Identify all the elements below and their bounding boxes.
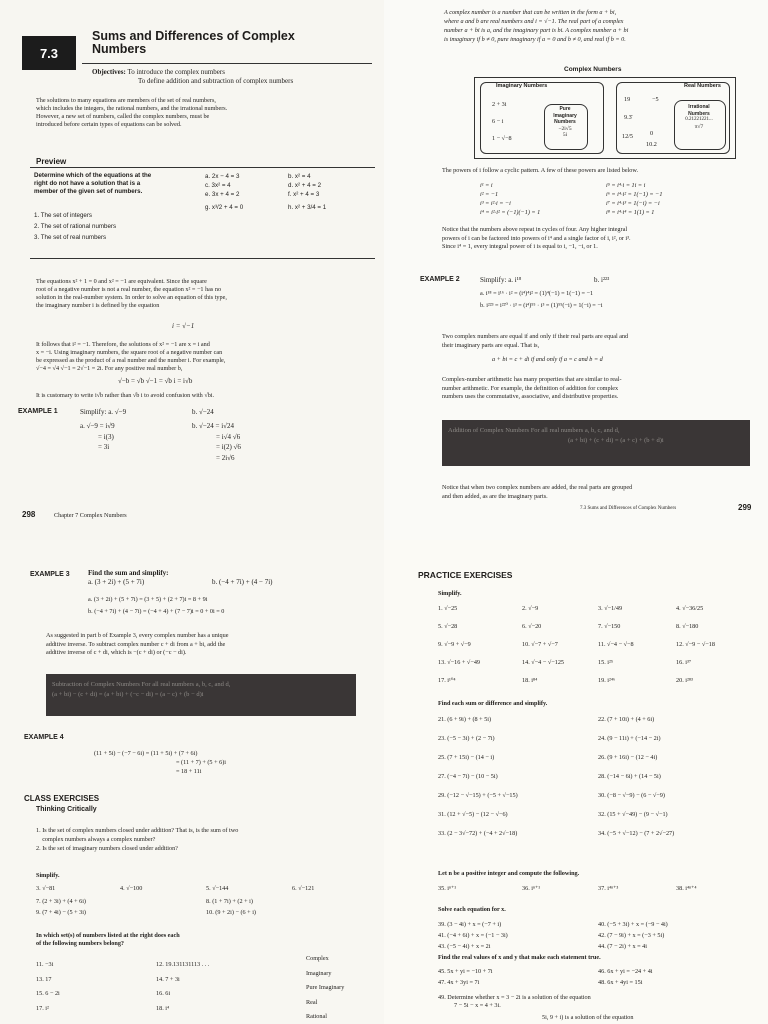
powers-intro: The powers of i follow a cyclic pattern. A few of these powers are listed below. bbox=[442, 167, 638, 174]
powers-left: i¹ = i i² = −1 i³ = i²·i = −i i⁴ = i²·i² = (−1)(−1) = 1 bbox=[480, 182, 541, 216]
venn-title: Complex Numbers bbox=[564, 66, 622, 73]
practice-ex-49: 49. Determine whether x = 3 − 2i is a solution of the equation bbox=[438, 994, 591, 1001]
simp-grid-item: 19. i²⁴⁶ bbox=[598, 677, 616, 684]
set-names-list: Complex Imaginary Pure Imaginary Real Rational bbox=[306, 955, 345, 1020]
venn-real-19: 19 bbox=[624, 96, 631, 103]
example-2-prompt: Simplify: a. i¹⁸ bbox=[480, 276, 522, 284]
practice-ex-36: 36. iⁿ⁺¹ bbox=[522, 885, 541, 892]
class-ex-5: 5. √−144 bbox=[206, 885, 229, 892]
title-rule bbox=[82, 63, 372, 64]
solve-grid-item: 42. (7 − 9i) + x = (−3 + 5i) bbox=[598, 932, 665, 939]
notice-paragraph: Notice that the numbers above repeat in cycles of four. Any higher integral powers of i can be factored into powers of i⁴ and a single factor of i, i², or i³. Since i⁴ = 1, every integral power of i is equal to i, −1, −i, or 1. bbox=[442, 226, 631, 250]
equality-paragraph: Two complex numbers are equal if and only if their real parts are equal and their imaginary parts are equal. That is, bbox=[442, 333, 629, 349]
body-paragraph-1: The equations x² + 1 = 0 and x² = −1 are equivalent. Since the square root of a negative number is not a real number, the equation x² = −1 has no solution in the real-number system. In order to solve an equation of this type, the imaginary number i is defined by the equation bbox=[36, 278, 227, 309]
preview-items: 1. The set of integers 2. The set of rational numbers 3. The set of real numbers bbox=[34, 212, 117, 241]
sumdiff-grid-item: 24. (9 − 11i) + (−14 − 2i) bbox=[598, 735, 661, 742]
practice-ex-49-line-2: 7 − 5i − x = 4 + 3i. bbox=[454, 1002, 501, 1009]
simp-grid-item: 3. √−1/49 bbox=[598, 605, 623, 612]
preview-heading: Preview bbox=[36, 157, 67, 166]
simp-grid-item: 11. √−4 − √−8 bbox=[598, 641, 634, 648]
body-paragraph-2: It follows that i² = −1. Therefore, the solutions of x² = −1 are x = i and x = −i. Using imaginary numbers, the square root of a negative number can be expressed as the product of a real number and the number i. For example, √−4 = √4 √−1 = 2√−1 = 2i. For any positive real number b, bbox=[36, 341, 226, 372]
sumdiff-grid-item: 26. (9 + 16i) − (12 − 4i) bbox=[598, 754, 658, 761]
real-grid-item: 48. 6x + 4yi = 15i bbox=[598, 979, 643, 986]
example-1-solution-b: b. √−24 = i√24 = i√4 √6 = i(2) √6 = 2i√6 bbox=[192, 422, 241, 462]
venn-pure-label: Pure Imaginary Numbers −2i√5 5i bbox=[553, 106, 577, 138]
example-4-line-1: (11 + 5i) − (−7 − 6i) = (11 + 5i) + (7 + 6i) bbox=[94, 750, 198, 757]
venn-real-label: Real Numbers bbox=[684, 83, 721, 89]
let-n-label: Let n be a positive integer and compute the following. bbox=[438, 870, 580, 877]
objectives: Objectives: To introduce the complex numbers bbox=[92, 68, 225, 76]
class-exercises-heading: CLASS EXERCISES bbox=[24, 794, 100, 803]
example-3-a-prompt: a. (3 + 2i) + (5 + 7i) bbox=[88, 578, 145, 586]
example-3-prompt: Find the sum and simplify: bbox=[88, 569, 169, 577]
real-values-label: Find the real values of x and y that make each statement true. bbox=[438, 954, 601, 961]
simp-grid-item: 8. √−180 bbox=[676, 623, 699, 630]
preview-equations-right: b. x² = 4 d. x² + 4 = 2 f. x² + 4 = 3 h. x² + 3/4 = 1 bbox=[288, 173, 327, 211]
page-298 bbox=[0, 0, 384, 540]
sumdiff-grid-item: 22. (7 + 10i) + (4 + 6i) bbox=[598, 716, 655, 723]
venn-real-0: 0 bbox=[650, 130, 654, 137]
practice-exercises-heading: PRACTICE EXERCISES bbox=[418, 570, 513, 580]
class-ex-3: 3. √−81 bbox=[36, 885, 56, 892]
which-set-instructions: In which set(s) of numbers listed at the right does each of the following numbers belong? bbox=[36, 932, 180, 947]
footer-298: Chapter 7 Complex Numbers bbox=[54, 512, 127, 519]
equation-b: √−b = √b √−1 = √b i = i√b bbox=[118, 377, 193, 385]
solve-grid-item: 40. (−5 + 3i) + x = (−9 − 4i) bbox=[598, 921, 668, 928]
sumdiff-grid-item: 32. (15 + √−49) − (9 − √−1) bbox=[598, 811, 668, 818]
venn-irrational-label: Irrational Numbers 0.21221221... π√7 bbox=[685, 104, 713, 130]
simp-grid-item: 18. i⁸⁴ bbox=[522, 677, 538, 684]
page-300 bbox=[0, 540, 384, 1024]
sumdiff-grid-item: 29. (−12 − √−15) + (−5 + √−15) bbox=[438, 792, 518, 799]
example-2-label: EXAMPLE 2 bbox=[420, 276, 460, 283]
class-ex-10: 10. (9 + 2i) − (6 + i) bbox=[206, 909, 256, 916]
example-1-prompt: Simplify: a. √−9 bbox=[80, 408, 127, 416]
practice-ex-50-fragment: 5i, 9 + i) is a solution of the equation bbox=[542, 1014, 634, 1021]
practice-simplify-label: Simplify. bbox=[438, 590, 462, 597]
addition-definition-box: Addition of Complex Numbers For all real numbers a, b, c, and d, (a + bi) + (c + di) = (a + c) + (b + d)i bbox=[442, 420, 750, 466]
sumdiff-grid-item: 21. (6 + 9i) + (8 + 5i) bbox=[438, 716, 492, 723]
thinking-items: 1. Is the set of complex numbers closed under addition? That is, is the sum of two complex numbers always a complex number? 2. Is the set of imaginary numbers closed under addition? bbox=[36, 827, 239, 852]
page-number-298: 298 bbox=[22, 510, 36, 519]
which-set-middle: 12. 19.131131113 . . . 14. 7 + 3i 16. 6i 18. i⁴ bbox=[156, 961, 210, 1012]
example-1-prompt-b: b. √−24 bbox=[192, 408, 214, 416]
example-2-prompt-b: b. i²²³ bbox=[594, 276, 610, 284]
venn-imaginary-items: 2 + 3i 6 − i 1 − √−8 bbox=[492, 101, 512, 142]
example-3-b-prompt: b. (−4 + 7i) + (4 − 7i) bbox=[212, 578, 273, 586]
practice-ex-37: 37. i⁴ⁿ⁺³ bbox=[598, 885, 619, 892]
equation-i: i = √−1 bbox=[172, 322, 195, 330]
simp-grid-item: 5. √−28 bbox=[438, 623, 458, 630]
example-1-label: EXAMPLE 1 bbox=[18, 408, 58, 415]
class-ex-7: 7. (2 + 3i) + (4 + 6i) bbox=[36, 898, 86, 905]
simplify-label: Simplify. bbox=[36, 872, 60, 879]
complex-number-definition: A complex number is a number that can be written in the form a + bi, where a and b are real numbers and i = √−1. The real part of a complex number a + bi is a, and the imaginary part is bi. A complex number a + bi is imaginary if b ≠ 0, pure imaginary if a = 0 and b ≠ 0, and real if b = 0. bbox=[444, 9, 629, 43]
equality-equation: a + bi = c + di if and only if a = c and b = d bbox=[492, 356, 603, 363]
real-grid-item: 47. 4x + 3yi = 7i bbox=[438, 979, 480, 986]
simp-grid-item: 15. i²⁵ bbox=[598, 659, 614, 666]
real-grid-item: 46. 6x + yi = −24 + 4i bbox=[598, 968, 653, 975]
sumdiff-grid-item: 30. (−8 − √−9) − (6 − √−9) bbox=[598, 792, 665, 799]
example-4-line-2: = (11 + 7) + (5 + 6)i bbox=[176, 759, 226, 766]
sumdiff-grid-item: 34. (−5 + √−12) − (7 + 2√−27) bbox=[598, 830, 675, 837]
class-ex-4: 4. √−100 bbox=[120, 885, 143, 892]
simp-grid-item: 7. √−150 bbox=[598, 623, 621, 630]
section-badge: 7.3 bbox=[22, 36, 76, 70]
inverse-paragraph: As suggested in part b of Example 3, every complex number has a unique additive inverse. To subtract complex number c + di from a + bi, add the additive inverse of c + di, which is −(c + di) or (−c − di). bbox=[46, 632, 229, 656]
venn-real-12-5: 12/5 bbox=[622, 133, 634, 140]
intro-paragraph: The solutions to many equations are members of the set of real numbers, which includes the integers, the rational numbers, and the irrational numbers. However, a new set of numbers, called the complex numbers, must be introduced before certain types of equations can be solved. bbox=[36, 97, 228, 128]
venn-real-10-2: 10.2 bbox=[646, 141, 657, 148]
example-3-solution-a: a. (3 + 2i) + (5 + 7i) = (3 + 5) + (2 + 7)i = 8 + 9i bbox=[88, 596, 208, 603]
arithmetic-paragraph: Complex-number arithmetic has many properties that are similar to real- number arithmetic. For example, the definition of addition for complex numbers uses the commutative, associative, and distributive properties. bbox=[442, 376, 622, 400]
page-299 bbox=[384, 0, 768, 540]
sumdiff-grid-item: 33. (2 − 3√−72) + (−4 + 2√−18) bbox=[438, 830, 518, 837]
example-4-label: EXAMPLE 4 bbox=[24, 734, 64, 741]
example-2-solution-b: b. i²²³ = i²²⁰ · i³ = (i⁴)⁵⁵ · i³ = (1)⁵⁵(−i) = 1(−i) = −i bbox=[480, 302, 603, 309]
venn-imaginary-label: Imaginary Numbers bbox=[496, 83, 548, 89]
preview-rule bbox=[30, 167, 375, 168]
simp-grid-item: 12. √−9 − √−18 bbox=[676, 641, 715, 648]
venn-real-9-3: 9.3̄ bbox=[624, 114, 632, 121]
footer-299: 7.3 Sums and Differences of Complex Numbers bbox=[580, 506, 677, 511]
preview-bottom-rule bbox=[30, 258, 375, 259]
example-1-solution-a: a. √−9 = i√9 = i(3) = 3i bbox=[80, 422, 115, 451]
preview-instructions: Determine which of the equations at the right do not have a solution that is a member of the given set of numbers. bbox=[34, 172, 152, 195]
objective-2: To define addition and subtraction of complex numbers bbox=[138, 77, 294, 85]
body-paragraph-3: It is customary to write i√b rather than √b i to avoid confusion with √bi. bbox=[36, 392, 215, 399]
solve-label: Solve each equation for x. bbox=[438, 906, 506, 913]
solve-grid-item: 41. (−4 + 6i) + x = (−1 − 3i) bbox=[438, 932, 508, 939]
practice-ex-38: 38. i⁴ⁿ⁺⁴ bbox=[676, 885, 697, 892]
simp-grid-item: 9. √−9 + √−9 bbox=[438, 641, 471, 648]
example-3-solution-b: b. (−4 + 7i) + (4 − 7i) = (−4 + 4) + (7 − 7)i = 0 + 0i = 0 bbox=[88, 608, 225, 615]
sumdiff-grid-item: 31. (12 + √−5) − (12 − √−6) bbox=[438, 811, 508, 818]
simp-grid-item: 1. √−25 bbox=[438, 605, 458, 612]
simp-grid-item: 20. i²⁸³ bbox=[676, 677, 693, 684]
simp-grid-item: 2. √−9 bbox=[522, 605, 539, 612]
simp-grid-item: 17. i¹⁰⁴ bbox=[438, 677, 456, 684]
simp-grid-item: 4. √−36/25 bbox=[676, 605, 704, 612]
class-ex-9: 9. (7 + 4i) − (5 + 3i) bbox=[36, 909, 86, 916]
powers-right: i⁵ = i⁴·i = 1i = i i⁶ = i⁴·i² = 1(−1) = −1 i⁷ = i⁴·i³ = 1(−i) = −i i⁸ = i⁴·i⁴ = 1(1) = 1 bbox=[606, 182, 663, 216]
preview-equations-left: a. 2x − 4 = 3 c. 3x² = 4 e. 3x + 4 = 2 g. x³/2 + 4 = 0 bbox=[205, 173, 244, 211]
thinking-critically-heading: Thinking Critically bbox=[36, 806, 97, 813]
example-3-label: EXAMPLE 3 bbox=[30, 571, 70, 578]
example-2-solution-a: a. i¹⁸ = i¹⁶ · i² = (i⁴)⁴i² = (1)⁴(−1) = 1(−1) = −1 bbox=[480, 290, 594, 297]
sumdiff-grid-item: 23. (−5 − 3i) + (2 − 7i) bbox=[438, 735, 495, 742]
simp-grid-item: 13. √−16 + √−49 bbox=[438, 659, 481, 666]
notice-2-paragraph: Notice that when two complex numbers are added, the real parts are grouped and then added, as are the imaginary parts. bbox=[442, 484, 633, 500]
sum-difference-label: Find each sum or difference and simplify. bbox=[438, 700, 548, 707]
class-ex-6: 6. √−121 bbox=[292, 885, 315, 892]
class-ex-8: 8. (1 + 7i) + (2 + i) bbox=[206, 898, 253, 905]
sumdiff-grid-item: 28. (−14 − 6i) + (14 − 5i) bbox=[598, 773, 661, 780]
simp-grid-item: 16. i³⁷ bbox=[676, 659, 692, 666]
subtraction-definition-box: Subtraction of Complex Numbers For all real numbers a, b, c, and d, (a + bi) − (c + di) = (a + bi) + (−c − di) = (a − c) + (b − d)i bbox=[46, 674, 356, 716]
sumdiff-grid-item: 27. (−4 − 7i) − (10 − 5i) bbox=[438, 773, 498, 780]
section-title: Sums and Differences of Complex Numbers bbox=[92, 29, 295, 56]
sumdiff-grid-item: 25. (7 + 15i) − (14 − i) bbox=[438, 754, 495, 761]
venn-real-neg5: −5 bbox=[652, 96, 659, 103]
practice-ex-35: 35. iⁿ⁺¹ bbox=[438, 885, 457, 892]
example-4-line-3: = 18 + 11i bbox=[176, 768, 202, 775]
solve-grid-item: 44. (7 − 2i) + x = 4i bbox=[598, 943, 647, 950]
solve-grid-item: 43. (−5 − 4i) + x = 2i bbox=[438, 943, 491, 950]
simp-grid-item: 14. √−4 − √−125 bbox=[522, 659, 565, 666]
simp-grid-item: 6. √−20 bbox=[522, 623, 542, 630]
solve-grid-item: 39. (3 − 4i) + x = (−7 + i) bbox=[438, 921, 502, 928]
simp-grid-item: 10. √−7 + √−7 bbox=[522, 641, 558, 648]
real-grid-item: 45. 5x + yi = −10 + 7i bbox=[438, 968, 493, 975]
page-301 bbox=[384, 540, 768, 1024]
page-number-299: 299 bbox=[738, 503, 752, 512]
which-set-left: 11. −3i 13. 17 15. 6 − 2i 17. i² bbox=[36, 961, 60, 1012]
